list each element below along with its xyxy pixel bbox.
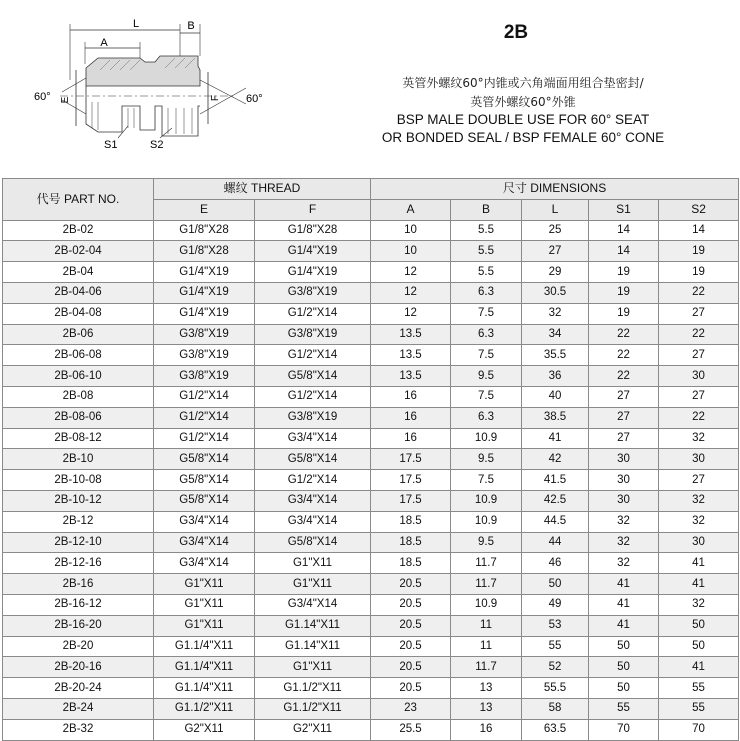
product-code: 2B xyxy=(503,22,529,43)
part-no-cell: 2B-12-10 xyxy=(3,532,154,553)
label-a: A xyxy=(100,37,108,49)
table-cell: G5/8"X14 xyxy=(154,490,255,511)
column-header-s1: S1 xyxy=(589,199,659,220)
table-row xyxy=(3,511,739,532)
part-no-cell: 2B-10-12 xyxy=(3,490,154,511)
table-cell: 42 xyxy=(522,449,589,470)
table-cell: 32 xyxy=(589,553,659,574)
table-cell: 19 xyxy=(659,241,739,262)
table-cell: G1.1/4"X11 xyxy=(154,657,255,678)
part-no-cell: 2B-04-06 xyxy=(3,282,154,303)
part-no-cell: 2B-04-08 xyxy=(3,303,154,324)
table-cell: G1/2"X14 xyxy=(154,407,255,428)
table-cell: G1.1/2"X11 xyxy=(154,698,255,719)
dimensions-table xyxy=(2,178,739,741)
table-cell: 13.5 xyxy=(371,345,451,366)
table-cell: 32 xyxy=(659,511,739,532)
table-cell: 50 xyxy=(589,657,659,678)
table-cell: 55 xyxy=(659,698,739,719)
table-cell: 11.7 xyxy=(451,574,522,595)
table-cell: 41 xyxy=(659,657,739,678)
table-cell: 50 xyxy=(589,678,659,699)
label-e: E xyxy=(60,96,71,104)
table-cell: 53 xyxy=(522,615,589,636)
table-cell: G3/4"X14 xyxy=(255,511,371,532)
table-row xyxy=(3,220,739,241)
table-row xyxy=(3,428,739,449)
table-row xyxy=(3,657,739,678)
table-cell: 16 xyxy=(371,386,451,407)
table-cell: 17.5 xyxy=(371,470,451,491)
table-row xyxy=(3,303,739,324)
table-cell: 22 xyxy=(589,366,659,387)
table-cell: G1"X11 xyxy=(154,574,255,595)
table-cell: 32 xyxy=(522,303,589,324)
table-row xyxy=(3,532,739,553)
table-cell: 50 xyxy=(589,636,659,657)
table-cell: G1/2"X14 xyxy=(255,345,371,366)
table-cell: 7.5 xyxy=(451,470,522,491)
table-cell: 10 xyxy=(371,241,451,262)
table-cell: G5/8"X14 xyxy=(255,532,371,553)
dimensions-header: 尺寸 DIMENSIONS xyxy=(371,179,739,200)
table-row xyxy=(3,324,739,345)
label-b: B xyxy=(187,20,195,32)
table-cell: 63.5 xyxy=(522,719,589,740)
table-cell: G1.1/4"X11 xyxy=(154,636,255,657)
table-cell: 16 xyxy=(371,407,451,428)
table-cell: 36 xyxy=(522,366,589,387)
table-row xyxy=(3,386,739,407)
table-cell: G5/8"X14 xyxy=(255,449,371,470)
table-cell: 14 xyxy=(589,220,659,241)
table-cell: 41 xyxy=(659,553,739,574)
table-cell: 49 xyxy=(522,594,589,615)
table-cell: G1/2"X14 xyxy=(255,470,371,491)
table-cell: G3/8"X19 xyxy=(154,324,255,345)
table-cell: 10.9 xyxy=(451,511,522,532)
table-row xyxy=(3,636,739,657)
table-cell: G5/8"X14 xyxy=(154,470,255,491)
part-no-cell: 2B-20-16 xyxy=(3,657,154,678)
table-cell: 27 xyxy=(589,428,659,449)
table-cell: 29 xyxy=(522,262,589,283)
part-no-cell: 2B-02-04 xyxy=(3,241,154,262)
table-cell: 10 xyxy=(371,220,451,241)
table-cell: 41 xyxy=(522,428,589,449)
table-cell: 27 xyxy=(589,407,659,428)
part-no-cell: 2B-06 xyxy=(3,324,154,345)
table-cell: 19 xyxy=(659,262,739,283)
table-cell: G1/8"X28 xyxy=(154,241,255,262)
table-cell: 10.9 xyxy=(451,594,522,615)
part-no-cell: 2B-02 xyxy=(3,220,154,241)
table-cell: G3/4"X14 xyxy=(255,490,371,511)
table-cell: 23 xyxy=(371,698,451,719)
table-cell: 41 xyxy=(589,615,659,636)
table-cell: G3/8"X19 xyxy=(154,366,255,387)
table-row xyxy=(3,719,739,740)
table-cell: 17.5 xyxy=(371,449,451,470)
table-cell: 18.5 xyxy=(371,532,451,553)
table-cell: 32 xyxy=(659,428,739,449)
column-header-b: B xyxy=(451,199,522,220)
part-no-cell: 2B-04 xyxy=(3,262,154,283)
table-cell: 7.5 xyxy=(451,345,522,366)
fitting-drawing xyxy=(0,0,340,178)
table-cell: 44.5 xyxy=(522,511,589,532)
table-body xyxy=(3,220,739,740)
table-cell: 30 xyxy=(659,532,739,553)
table-cell: 42.5 xyxy=(522,490,589,511)
table-cell: 50 xyxy=(659,636,739,657)
table-cell: 44 xyxy=(522,532,589,553)
part-no-header: 代号 PART NO. xyxy=(3,179,154,221)
title-cn-line2: 英管外螺纹60°外锥 xyxy=(470,95,576,109)
part-no-cell: 2B-32 xyxy=(3,719,154,740)
table-cell: 22 xyxy=(659,282,739,303)
column-header-a: A xyxy=(371,199,451,220)
table-cell: 46 xyxy=(522,553,589,574)
table-cell: 50 xyxy=(522,574,589,595)
table-cell: G1/4"X19 xyxy=(154,282,255,303)
table-cell: 12 xyxy=(371,282,451,303)
table-cell: 6.3 xyxy=(451,407,522,428)
label-angle-right: 60° xyxy=(246,93,263,105)
table-cell: G5/8"X14 xyxy=(255,366,371,387)
table-cell: 18.5 xyxy=(371,553,451,574)
table-cell: 13 xyxy=(451,698,522,719)
table-cell: 32 xyxy=(659,490,739,511)
fitting-lower-outline xyxy=(86,86,200,136)
table-cell: 5.5 xyxy=(451,220,522,241)
table-row xyxy=(3,470,739,491)
table-cell: 20.5 xyxy=(371,657,451,678)
table-cell: 32 xyxy=(589,532,659,553)
table-cell: 13 xyxy=(451,678,522,699)
part-no-cell: 2B-12 xyxy=(3,511,154,532)
table-cell: 30 xyxy=(589,449,659,470)
table-cell: G1/2"X14 xyxy=(154,428,255,449)
table-cell: G1/4"X19 xyxy=(255,241,371,262)
table-cell: G1/8"X28 xyxy=(154,220,255,241)
table-cell: 27 xyxy=(522,241,589,262)
table-cell: 25.5 xyxy=(371,719,451,740)
table-cell: 20.5 xyxy=(371,678,451,699)
table-cell: 16 xyxy=(451,719,522,740)
part-no-cell: 2B-08-12 xyxy=(3,428,154,449)
table-cell: G3/4"X14 xyxy=(154,511,255,532)
table-cell: 22 xyxy=(589,324,659,345)
table-row xyxy=(3,594,739,615)
table-row xyxy=(3,345,739,366)
part-no-cell: 2B-16-20 xyxy=(3,615,154,636)
table-cell: 58 xyxy=(522,698,589,719)
table-cell: G3/4"X14 xyxy=(255,594,371,615)
fitting-upper-section xyxy=(86,56,200,86)
table-cell: G1/2"X14 xyxy=(154,386,255,407)
table-cell: 12 xyxy=(371,262,451,283)
table-cell: 41 xyxy=(589,574,659,595)
table-cell: G1/2"X14 xyxy=(255,303,371,324)
table-row xyxy=(3,241,739,262)
table-row xyxy=(3,574,739,595)
table-cell: 27 xyxy=(589,386,659,407)
table-cell: G1/4"X19 xyxy=(154,262,255,283)
table-cell: 55 xyxy=(659,678,739,699)
table-cell: 27 xyxy=(659,303,739,324)
table-cell: 40 xyxy=(522,386,589,407)
thread-header: 螺纹 THREAD xyxy=(154,179,371,200)
table-cell: 20.5 xyxy=(371,594,451,615)
table-row xyxy=(3,678,739,699)
table-cell: G1/4"X19 xyxy=(255,262,371,283)
label-s1: S1 xyxy=(104,139,118,151)
label-s2: S2 xyxy=(150,139,164,151)
table-cell: 32 xyxy=(659,594,739,615)
table-row xyxy=(3,282,739,303)
table-cell: 52 xyxy=(522,657,589,678)
table-cell: 11 xyxy=(451,615,522,636)
table-cell: 30 xyxy=(659,449,739,470)
label-l: L xyxy=(132,18,140,30)
part-no-cell: 2B-24 xyxy=(3,698,154,719)
table-cell: 10.9 xyxy=(451,490,522,511)
table-cell: G2"X11 xyxy=(154,719,255,740)
table-cell: 22 xyxy=(659,407,739,428)
table-cell: G3/8"X19 xyxy=(255,324,371,345)
table-cell: 20.5 xyxy=(371,636,451,657)
table-cell: G3/8"X19 xyxy=(255,407,371,428)
label-angle-left: 60° xyxy=(34,91,51,103)
table-cell: G1"X11 xyxy=(255,553,371,574)
table-cell: 10.9 xyxy=(451,428,522,449)
table-cell: 14 xyxy=(589,241,659,262)
table-cell: 9.5 xyxy=(451,449,522,470)
table-cell: G1/8"X28 xyxy=(255,220,371,241)
table-cell: 70 xyxy=(589,719,659,740)
part-no-cell: 2B-06-08 xyxy=(3,345,154,366)
table-cell: 27 xyxy=(659,386,739,407)
part-no-cell: 2B-08 xyxy=(3,386,154,407)
table-cell: 11.7 xyxy=(451,657,522,678)
title-en-line2: OR BONDED SEAL / BSP FEMALE 60° CONE xyxy=(381,130,665,145)
table-cell: 11 xyxy=(451,636,522,657)
table-cell: G3/8"X19 xyxy=(154,345,255,366)
table-cell: G1.1/2"X11 xyxy=(255,678,371,699)
table-cell: 6.3 xyxy=(451,324,522,345)
table-cell: G3/4"X14 xyxy=(255,428,371,449)
table-cell: 25 xyxy=(522,220,589,241)
table-cell: 55.5 xyxy=(522,678,589,699)
table-cell: 9.5 xyxy=(451,532,522,553)
table-cell: 27 xyxy=(659,345,739,366)
table-row xyxy=(3,366,739,387)
table-cell: 20.5 xyxy=(371,574,451,595)
thread-lines xyxy=(92,102,192,134)
table-cell: G1"X11 xyxy=(255,574,371,595)
table-cell: 13.5 xyxy=(371,366,451,387)
table-cell: 38.5 xyxy=(522,407,589,428)
table-cell: 5.5 xyxy=(451,241,522,262)
table-cell: 13.5 xyxy=(371,324,451,345)
table-cell: 19 xyxy=(589,262,659,283)
table-cell: 70 xyxy=(659,719,739,740)
table-row xyxy=(3,615,739,636)
title-cn-line1: 英管外螺纹60°内锥或六角端面用组合垫密封/ xyxy=(402,76,644,90)
part-no-cell: 2B-20-24 xyxy=(3,678,154,699)
title-en-line1: BSP MALE DOUBLE USE FOR 60° SEAT xyxy=(396,112,650,127)
table-row xyxy=(3,553,739,574)
column-header-l: L xyxy=(522,199,589,220)
table-cell: 30.5 xyxy=(522,282,589,303)
table-row xyxy=(3,262,739,283)
table-cell: 32 xyxy=(589,511,659,532)
table-cell: 41 xyxy=(589,594,659,615)
table-cell: 18.5 xyxy=(371,511,451,532)
column-header-f: F xyxy=(255,199,371,220)
angle-line-left-1 xyxy=(62,78,86,92)
table-cell: 27 xyxy=(659,470,739,491)
table-cell: 35.5 xyxy=(522,345,589,366)
angle-line-left-2 xyxy=(62,100,86,114)
table-row xyxy=(3,407,739,428)
column-header-s2: S2 xyxy=(659,199,739,220)
column-header-e: E xyxy=(154,199,255,220)
part-no-cell: 2B-08-06 xyxy=(3,407,154,428)
table-cell: 9.5 xyxy=(451,366,522,387)
table-row xyxy=(3,698,739,719)
table-cell: 55 xyxy=(589,698,659,719)
table-cell: 17.5 xyxy=(371,490,451,511)
table-cell: 20.5 xyxy=(371,615,451,636)
part-no-cell: 2B-12-16 xyxy=(3,553,154,574)
table-cell: 41 xyxy=(659,574,739,595)
part-no-cell: 2B-06-10 xyxy=(3,366,154,387)
table-cell: 7.5 xyxy=(451,386,522,407)
table-cell: 30 xyxy=(589,470,659,491)
table-cell: G1/4"X19 xyxy=(154,303,255,324)
part-no-cell: 2B-10-08 xyxy=(3,470,154,491)
table-cell: 41.5 xyxy=(522,470,589,491)
table-row xyxy=(3,490,739,511)
table-cell: 6.3 xyxy=(451,282,522,303)
table-cell: 22 xyxy=(659,324,739,345)
table-cell: G5/8"X14 xyxy=(154,449,255,470)
table-cell: G1.14"X11 xyxy=(255,615,371,636)
table-row xyxy=(3,449,739,470)
table-cell: 30 xyxy=(659,366,739,387)
table-cell: G3/4"X14 xyxy=(154,553,255,574)
table-cell: 14 xyxy=(659,220,739,241)
part-no-cell: 2B-20 xyxy=(3,636,154,657)
table-cell: 55 xyxy=(522,636,589,657)
table-cell: G1.1/4"X11 xyxy=(154,678,255,699)
label-f: F xyxy=(210,94,221,102)
table-cell: G3/8"X19 xyxy=(255,282,371,303)
table-cell: 7.5 xyxy=(451,303,522,324)
table-cell: 16 xyxy=(371,428,451,449)
table-cell: G2"X11 xyxy=(255,719,371,740)
table-cell: 22 xyxy=(589,345,659,366)
table-cell: 30 xyxy=(589,490,659,511)
table-cell: G3/4"X14 xyxy=(154,532,255,553)
table-cell: G1"X11 xyxy=(255,657,371,678)
table-cell: 34 xyxy=(522,324,589,345)
table-cell: 19 xyxy=(589,303,659,324)
table-cell: G1/2"X14 xyxy=(255,386,371,407)
table-cell: 11.7 xyxy=(451,553,522,574)
table-cell: 19 xyxy=(589,282,659,303)
table-cell: G1.14"X11 xyxy=(255,636,371,657)
table-cell: G1"X11 xyxy=(154,594,255,615)
part-no-cell: 2B-16 xyxy=(3,574,154,595)
table-cell: G1"X11 xyxy=(154,615,255,636)
table-cell: G1.1/2"X11 xyxy=(255,698,371,719)
table-cell: 12 xyxy=(371,303,451,324)
table-cell: 5.5 xyxy=(451,262,522,283)
table-cell: 50 xyxy=(659,615,739,636)
part-no-cell: 2B-16-12 xyxy=(3,594,154,615)
part-no-cell: 2B-10 xyxy=(3,449,154,470)
